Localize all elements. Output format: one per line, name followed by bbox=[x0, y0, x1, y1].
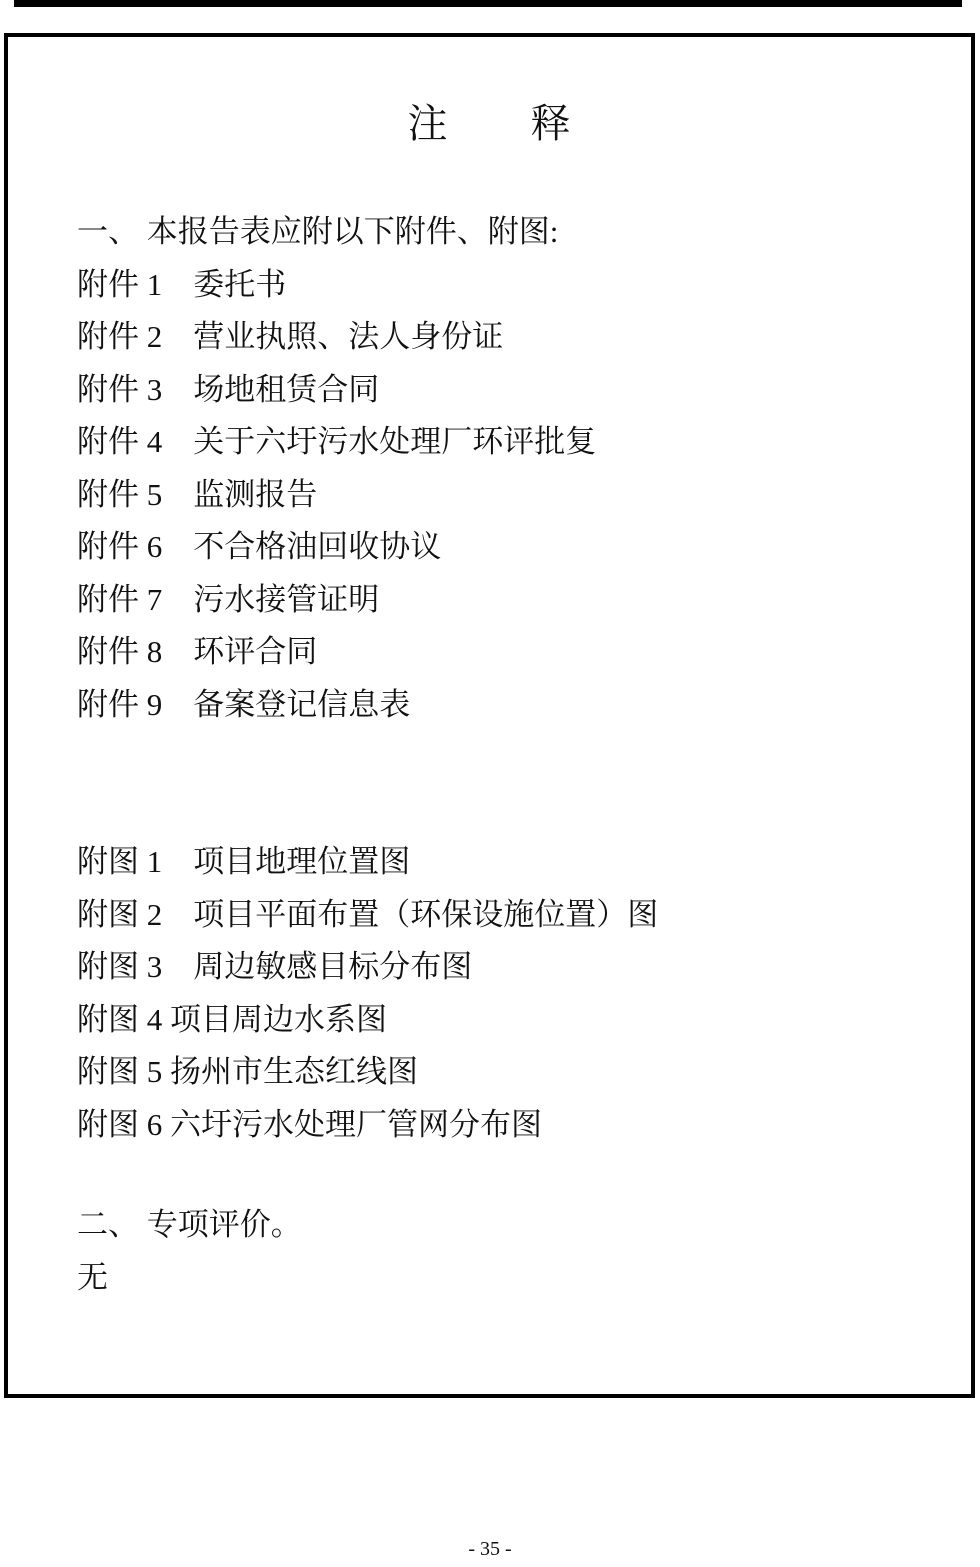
figure-item: 附图 1 项目地理位置图 bbox=[77, 844, 411, 879]
figure-item: 附图 6 六圩污水处理厂管网分布图 bbox=[77, 1106, 542, 1142]
attachment-item: 附件 4 关于六圩污水处理厂环评批复 bbox=[77, 424, 597, 459]
page-number: - 35 - bbox=[468, 1538, 512, 1560]
figure-item: 附图 4 项目周边水系图 bbox=[77, 1001, 387, 1037]
previous-table-bottom-border bbox=[14, 0, 962, 7]
attachment-item: 附件 2 营业执照、法人身份证 bbox=[77, 319, 504, 354]
section-2-heading: 二、 专项评价。 bbox=[77, 1207, 302, 1242]
section-2-body: 无 bbox=[77, 1259, 108, 1295]
attachment-item: 附件 8 环评合同 bbox=[77, 634, 318, 669]
attachment-item: 附件 3 场地租赁合同 bbox=[77, 371, 380, 407]
figure-item: 附图 5 扬州市生态红线图 bbox=[77, 1054, 418, 1089]
figure-item: 附图 2 项目平面布置（环保设施位置）图 bbox=[77, 896, 659, 932]
attachment-item: 附件 6 不合格油回收协议 bbox=[77, 529, 442, 564]
attachment-item: 附件 1 委托书 bbox=[77, 266, 287, 302]
attachments-list bbox=[8, 259, 971, 732]
figures-list bbox=[8, 836, 971, 1151]
attachment-item: 附件 7 污水接管证明 bbox=[77, 581, 380, 617]
notes-box bbox=[4, 33, 975, 1398]
attachment-item: 附件 9 备案登记信息表 bbox=[77, 686, 411, 722]
page-title: 注 释 bbox=[407, 101, 572, 146]
section-1-heading: 一、 本报告表应附以下附件、附图: bbox=[77, 214, 559, 249]
figure-item: 附图 3 周边敏感目标分布图 bbox=[77, 949, 473, 984]
attachment-item: 附件 5 监测报告 bbox=[77, 476, 318, 512]
